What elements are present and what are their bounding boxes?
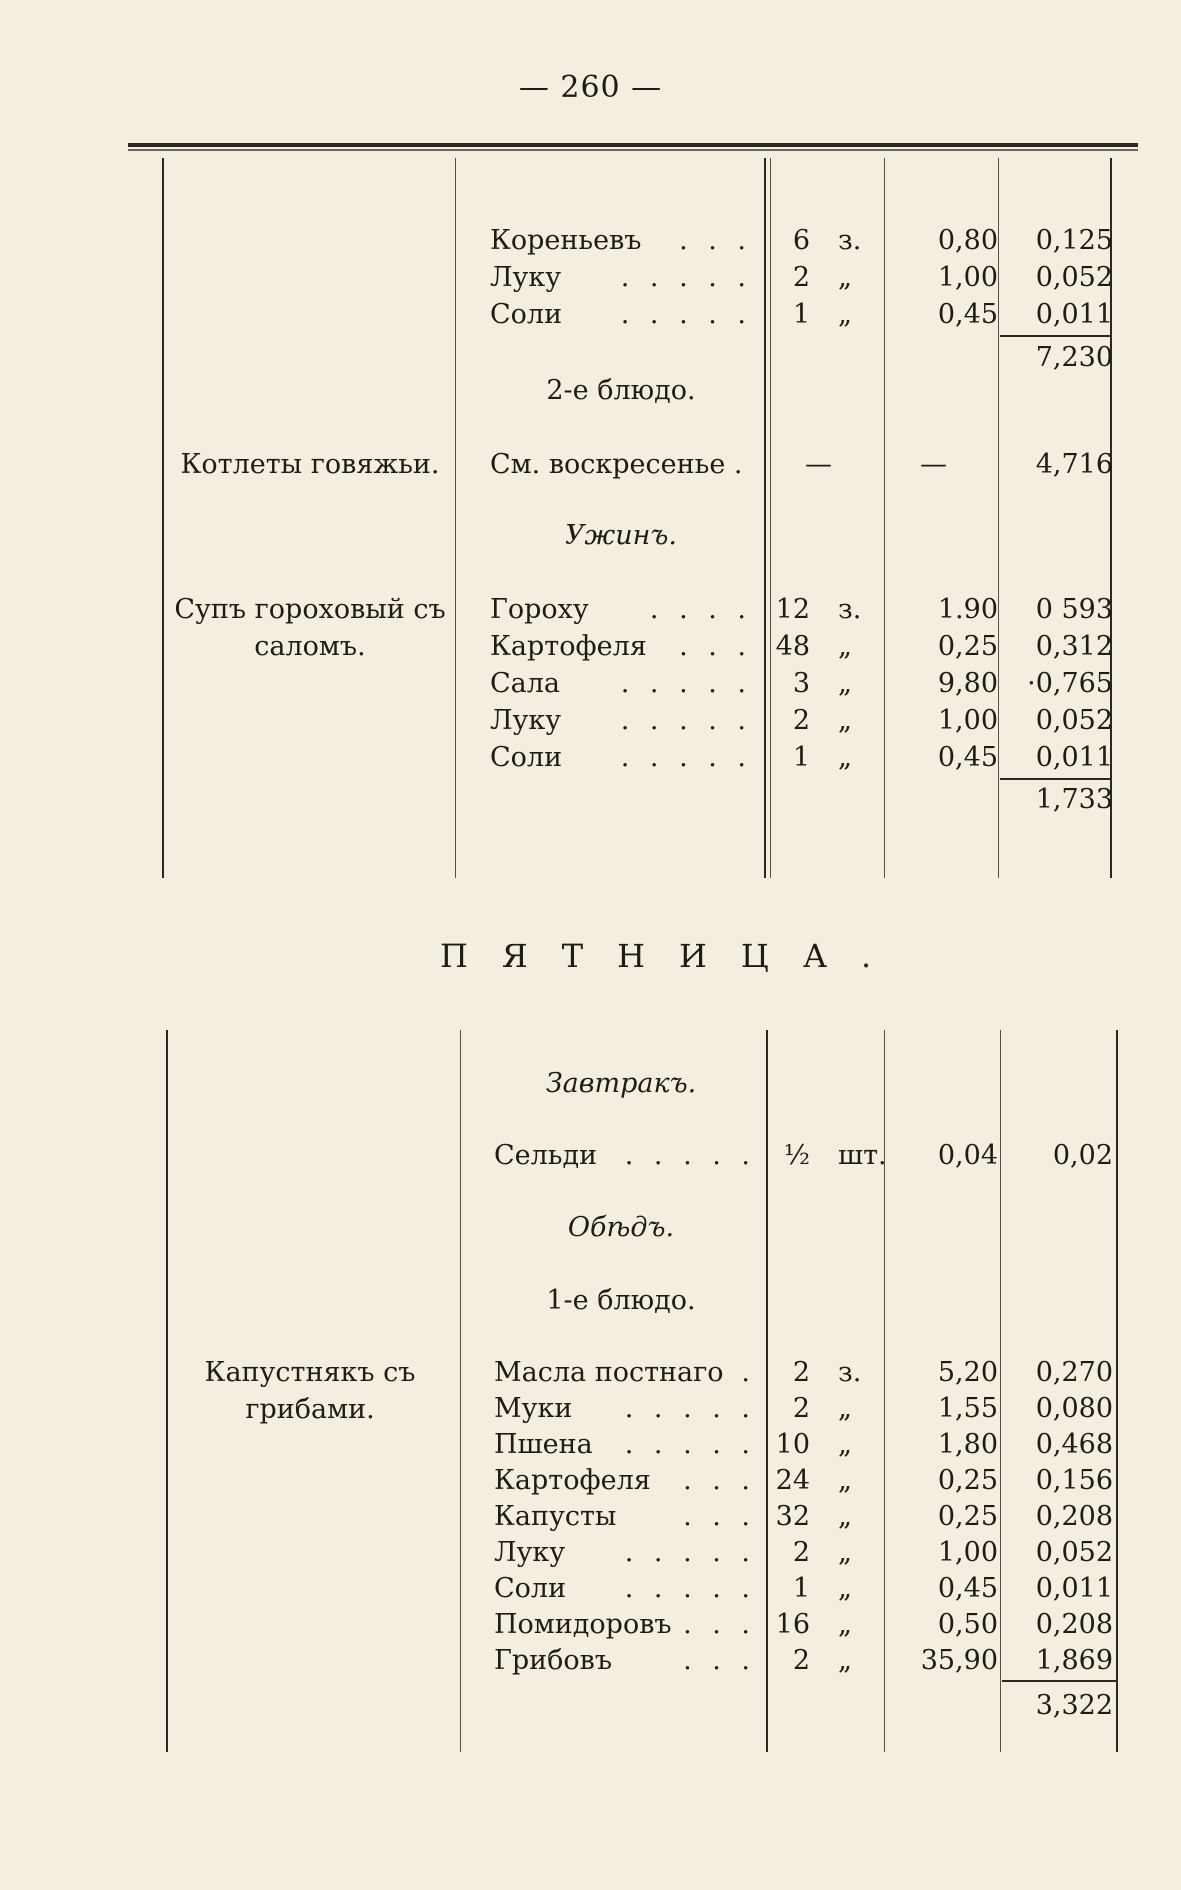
meal-heading: Ужинъ. <box>565 520 677 551</box>
dish-name: Супъ гороховый съ <box>174 594 446 625</box>
sum-cell: 0,312 <box>1035 631 1113 662</box>
dish-name: Котлеты говяжьи. <box>180 449 440 480</box>
price-cell: 0,45 <box>937 1573 998 1604</box>
table1-left-border <box>162 158 164 878</box>
table1-col-divider <box>998 158 999 878</box>
table2-col-divider <box>1000 1030 1001 1752</box>
table2-right-border <box>1116 1030 1118 1752</box>
total: 3,322 <box>1035 1690 1113 1721</box>
table1-col-divider <box>770 158 771 878</box>
dash: — <box>805 449 832 480</box>
price-cell: 9,80 <box>937 668 998 699</box>
sum-cell: 0 593 <box>1035 594 1113 625</box>
sum-cell: 0,011 <box>1035 299 1113 330</box>
meal-heading: Обѣдъ. <box>567 1212 675 1243</box>
reference-text: См. воскресенье . <box>490 449 743 480</box>
sum-cell: 0,052 <box>1035 1537 1113 1568</box>
page-number: — 260 — <box>518 70 663 105</box>
header-rule-thin <box>128 149 1138 151</box>
price-cell: 0,25 <box>937 631 998 662</box>
price-cell: 0,45 <box>937 299 998 330</box>
price-cell: 1,00 <box>937 1537 998 1568</box>
price-cell: 35,90 <box>920 1645 998 1676</box>
sum-cell: 0,052 <box>1035 705 1113 736</box>
sum-cell: 0,052 <box>1035 262 1113 293</box>
sum-cell: 0,270 <box>1035 1357 1113 1388</box>
price-cell: 0,45 <box>937 742 998 773</box>
sum-underline <box>1000 335 1110 337</box>
price-cell: 0,50 <box>937 1609 998 1640</box>
dish-name: Капустнякъ съ <box>204 1357 416 1388</box>
price-cell: 0,04 <box>937 1140 998 1171</box>
price-cell: 0,25 <box>937 1501 998 1532</box>
sum-underline <box>1000 778 1110 780</box>
price-cell: 0,25 <box>937 1465 998 1496</box>
course-heading: 2-е блюдо. <box>546 375 696 406</box>
meal-heading: Завтракъ. <box>545 1068 697 1099</box>
sum-cell: 0,011 <box>1035 1573 1113 1604</box>
price-cell: 1,55 <box>937 1393 998 1424</box>
price-cell: 1.90 <box>937 594 998 625</box>
table2-left-border <box>166 1030 168 1752</box>
subtotal: 1,733 <box>1035 784 1113 815</box>
sum-cell: 0,208 <box>1035 1609 1113 1640</box>
sum-cell: 0,208 <box>1035 1501 1113 1532</box>
sum-cell: 0,125 <box>1035 225 1113 256</box>
course-heading: 1-е блюдо. <box>546 1285 696 1316</box>
price-cell: 5,20 <box>937 1357 998 1388</box>
dish-name: грибами. <box>245 1394 375 1425</box>
sum-cell: 0,011 <box>1035 742 1113 773</box>
dash: — <box>920 449 947 480</box>
table1-col-divider <box>764 158 766 878</box>
sum-underline <box>1002 1680 1116 1682</box>
header-rule <box>128 143 1138 147</box>
weekday-heading: ПЯТНИЦА. <box>440 937 906 975</box>
price-cell: 1,00 <box>937 705 998 736</box>
sum-cell: ·0,765 <box>1027 668 1113 699</box>
sum-cell: 0,080 <box>1035 1393 1113 1424</box>
sum-cell: 0,468 <box>1035 1429 1113 1460</box>
price-cell: 1,80 <box>937 1429 998 1460</box>
table2-col-divider <box>460 1030 461 1752</box>
sum-cell: 4,716 <box>1035 449 1113 480</box>
sum-cell: 0,02 <box>1052 1140 1113 1171</box>
table1-col-divider <box>455 158 456 878</box>
price-cell: 1,00 <box>937 262 998 293</box>
subtotal: 7,230 <box>1035 342 1113 373</box>
sum-cell: 1,869 <box>1035 1645 1113 1676</box>
sum-cell: 0,156 <box>1035 1465 1113 1496</box>
price-cell: 0,80 <box>937 225 998 256</box>
dish-name: саломъ. <box>254 631 366 662</box>
table2-col-divider <box>766 1030 768 1752</box>
